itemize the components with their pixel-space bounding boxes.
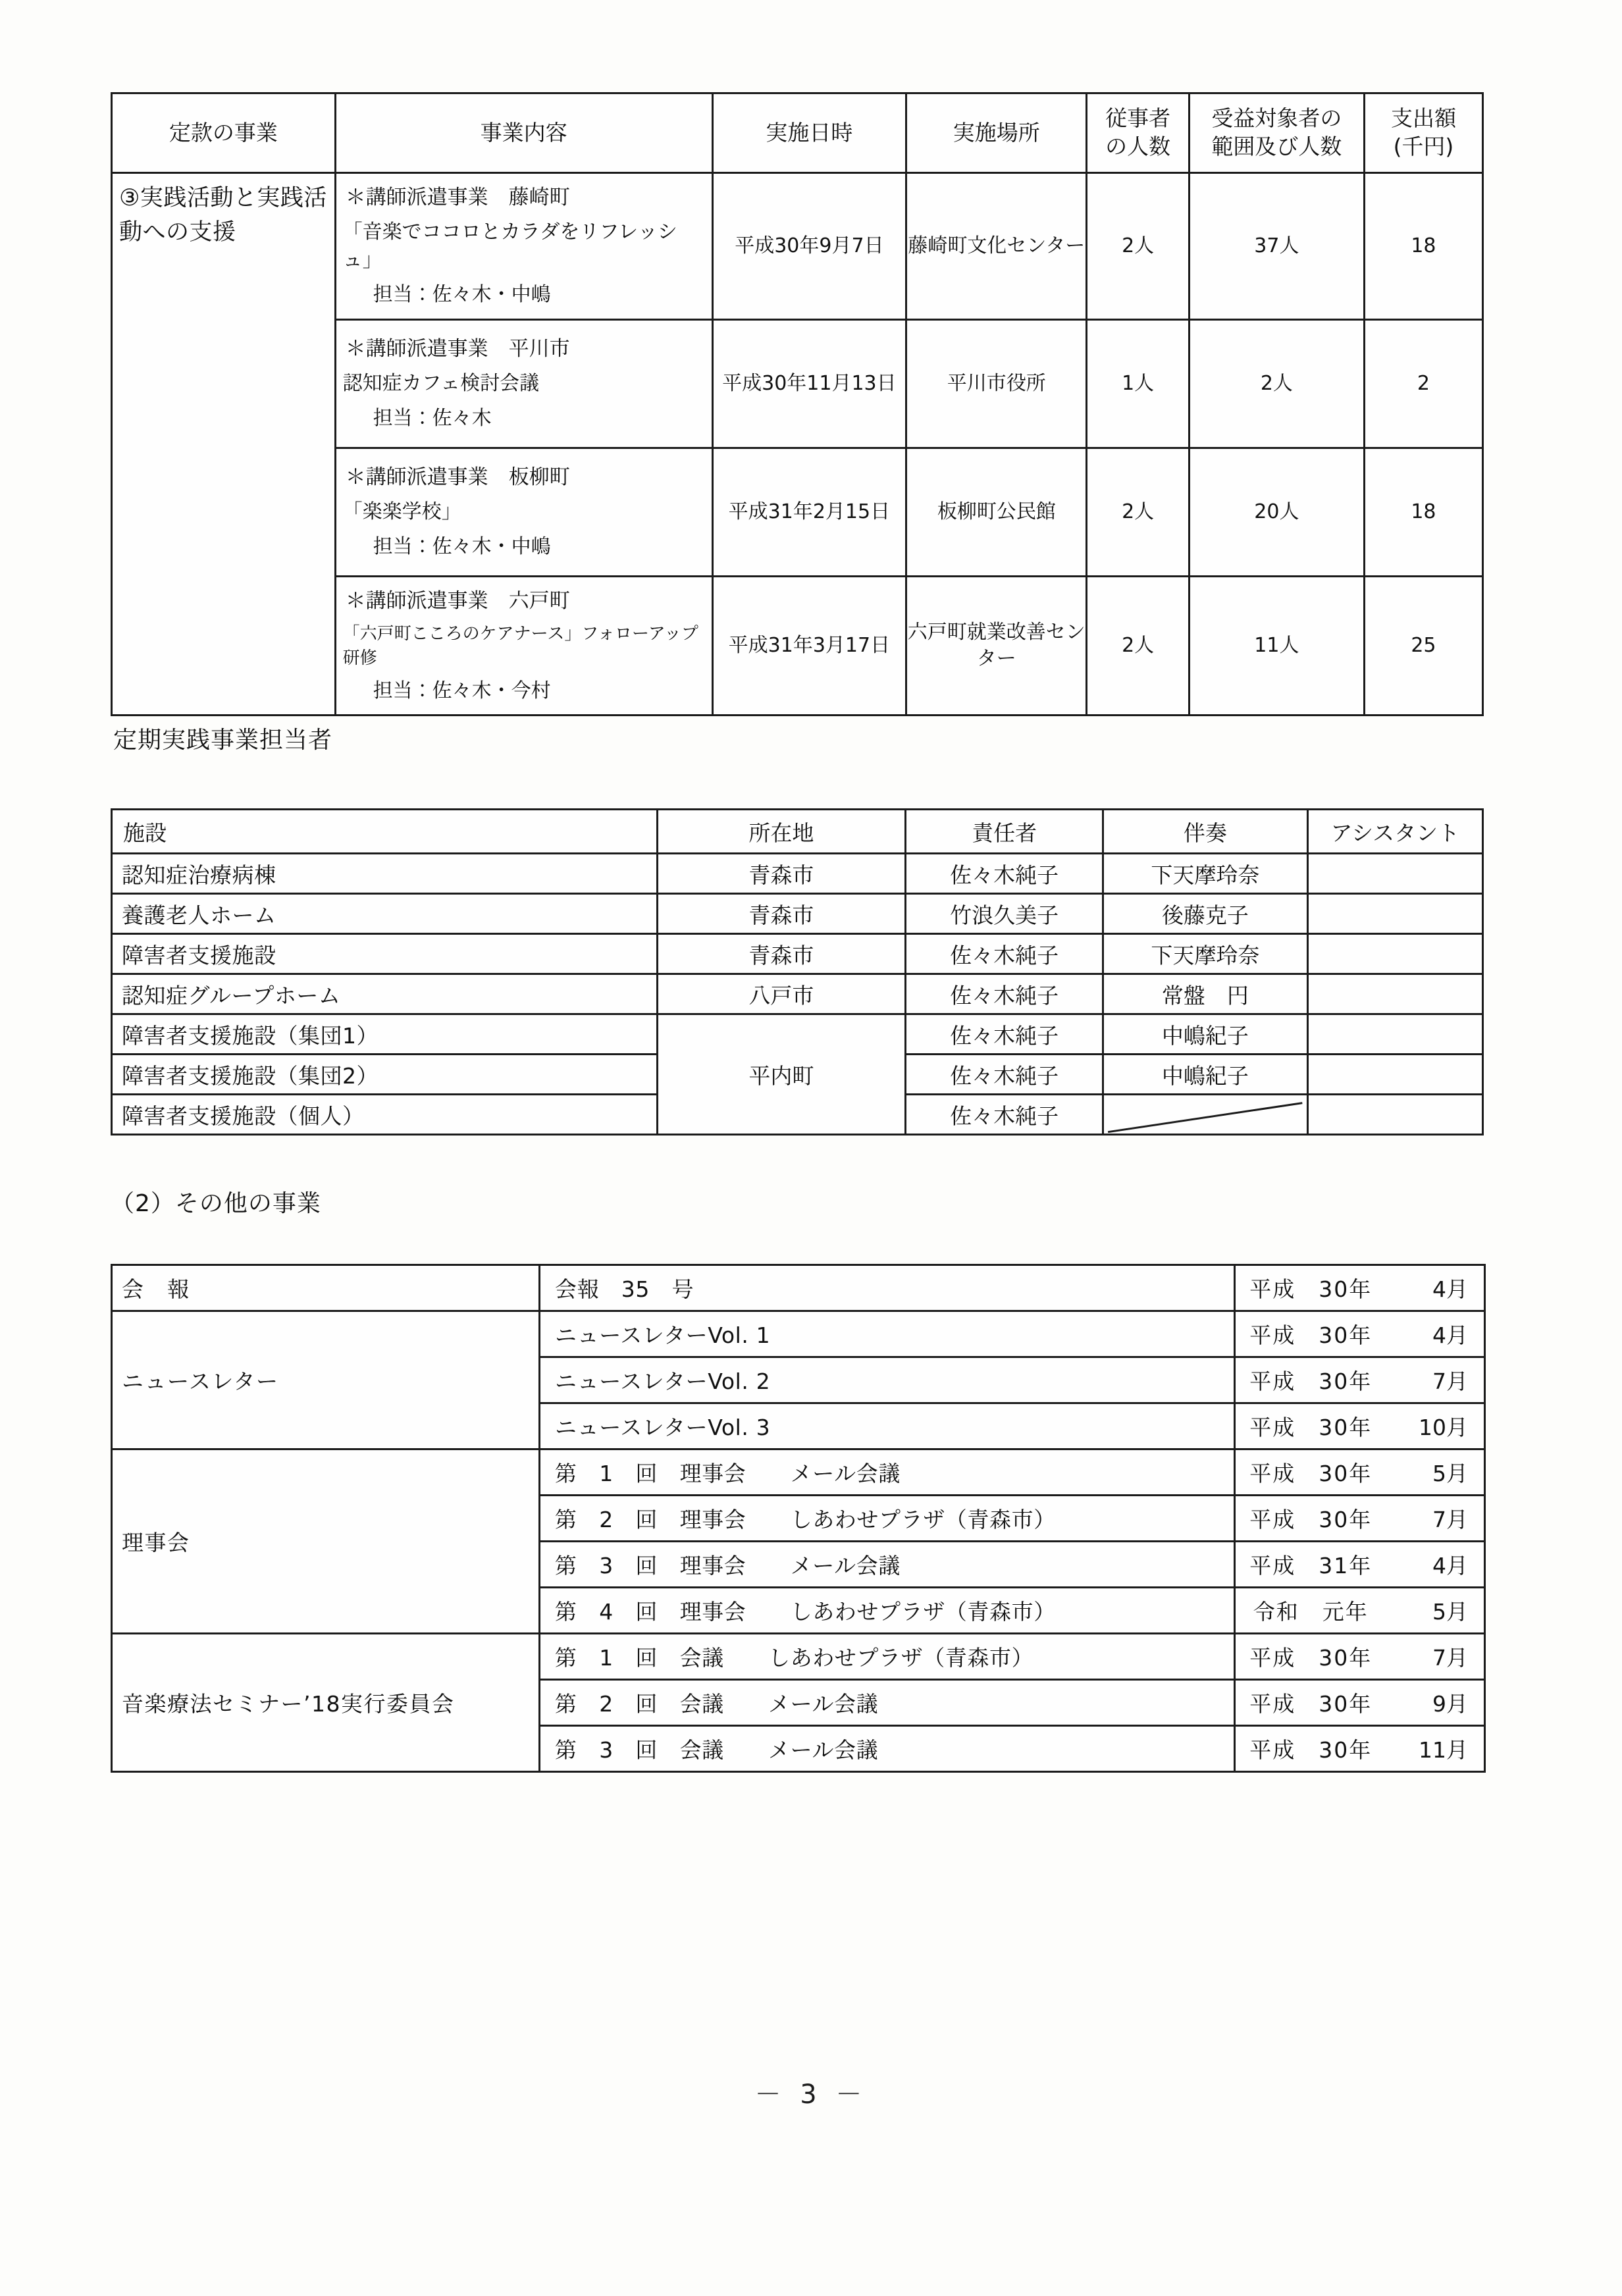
strikethrough-diagonal-icon	[1104, 1095, 1306, 1134]
activity-beneficiary-count: 11人	[1189, 576, 1364, 715]
category-cell: ③実践活動と実践活動への支援	[112, 173, 336, 716]
business-item: 第 4 回 理事会 しあわせプラザ（青森市）	[540, 1588, 1235, 1634]
activity-beneficiary-count: 2人	[1189, 319, 1364, 448]
business-era: 平成 30年	[1235, 1311, 1386, 1357]
facility-assistant	[1307, 934, 1482, 974]
facility-manager: 佐々木純子	[906, 934, 1103, 974]
activity-date: 平成31年2月15日	[712, 448, 906, 576]
col-header-jisshi-basho: 実施場所	[906, 93, 1087, 173]
facility-accompanist: 下天摩玲奈	[1103, 854, 1307, 894]
business-month: 9月	[1386, 1680, 1485, 1726]
col-header-jueki-line2: 範囲及び人数	[1211, 134, 1342, 159]
facility-location: 青森市	[657, 894, 906, 934]
business-item: 第 3 回 会議 メール会議	[540, 1726, 1235, 1772]
col-header-jisshi-nichiji: 実施日時	[712, 93, 906, 173]
business-month: 4月	[1386, 1265, 1485, 1311]
facility-name: 障害者支援施設（集団2）	[112, 1055, 658, 1095]
activity-date: 平成31年3月17日	[712, 576, 906, 715]
col-header-shisetsu: 施設	[112, 810, 658, 854]
activity-date: 平成30年11月13日	[712, 319, 906, 448]
table-row	[112, 1014, 1483, 1055]
facility-name: 障害者支援施設	[112, 934, 658, 974]
table-row	[112, 934, 1483, 974]
activity-place: 板柳町公民館	[906, 448, 1087, 576]
table-row	[112, 894, 1483, 934]
business-item: 会報 35 号	[540, 1265, 1235, 1311]
business-item: ニュースレターVol. 2	[540, 1357, 1235, 1403]
activity-charge: 担当：佐々木・中嶋	[373, 283, 551, 307]
activity-title: ＊講師派遣事業 藤崎町	[345, 186, 570, 209]
facility-accompanist: 中嶋紀子	[1103, 1014, 1307, 1055]
facility-name: 認知症治療病棟	[112, 854, 658, 894]
business-month: 7月	[1386, 1634, 1485, 1680]
business-kind: 会 報	[112, 1265, 540, 1311]
business-item: ニュースレターVol. 1	[540, 1311, 1235, 1357]
col-header-jujisha-line2: の人数	[1105, 134, 1171, 159]
facility-assistant	[1307, 894, 1482, 934]
activity-title: ＊講師派遣事業 六戸町	[345, 588, 570, 613]
table-row	[112, 173, 1483, 320]
activity-subtitle: 「六戸町こころのケアナース」フォローアップ研修	[342, 623, 698, 668]
activity-charge: 担当：佐々木	[373, 406, 492, 430]
facility-accompanist: 下天摩玲奈	[1103, 934, 1307, 974]
col-header-jigyonaiyo: 事業内容	[335, 93, 712, 173]
business-era: 平成 30年	[1235, 1449, 1386, 1496]
business-item: 第 2 回 会議 メール会議	[540, 1680, 1235, 1726]
activity-beneficiary-count: 37人	[1189, 173, 1364, 320]
other-business-table	[111, 1264, 1486, 1773]
business-kind: ニュースレター	[112, 1311, 540, 1449]
facility-name: 認知症グループホーム	[112, 974, 658, 1014]
business-era: 平成 30年	[1235, 1680, 1386, 1726]
facility-manager: 佐々木純子	[906, 1055, 1103, 1095]
col-header-shozaichi: 所在地	[657, 810, 906, 854]
col-header-assistant: アシスタント	[1307, 810, 1482, 854]
business-era: 平成 30年	[1235, 1634, 1386, 1680]
table-header-row	[112, 93, 1483, 173]
page-number: － 3 －	[754, 2079, 868, 2110]
facility-manager: 佐々木純子	[906, 854, 1103, 894]
business-item: 第 1 回 会議 しあわせプラザ（青森市）	[540, 1634, 1235, 1680]
activity-date: 平成30年9月7日	[712, 173, 906, 320]
table-header-row	[112, 810, 1483, 854]
table-row	[112, 1634, 1485, 1680]
table-row	[112, 1265, 1485, 1311]
table-row	[112, 974, 1483, 1014]
business-month: 5月	[1386, 1449, 1485, 1496]
section-caption-teiki-jissen: 定期実践事業担当者	[113, 727, 333, 754]
staff-assignment-table	[111, 808, 1484, 1135]
activity-beneficiary-count: 20人	[1189, 448, 1364, 576]
facility-name: 養護老人ホーム	[112, 894, 658, 934]
col-header-bansou: 伴奏	[1103, 810, 1307, 854]
business-item: 第 3 回 理事会 メール会議	[540, 1542, 1235, 1588]
col-header-jueki-line1: 受益対象者の	[1211, 105, 1342, 132]
business-item: 第 2 回 理事会 しあわせプラザ（青森市）	[540, 1496, 1235, 1542]
facility-manager: 佐々木純子	[906, 1014, 1103, 1055]
activity-charge: 担当：佐々木・今村	[373, 679, 551, 702]
business-era: 平成 30年	[1235, 1726, 1386, 1772]
activity-subtitle: 「音楽でココロとカラダをリフレッシュ」	[342, 221, 677, 272]
activity-expense: 18	[1364, 173, 1482, 320]
jigyo-activity-table	[111, 92, 1484, 716]
facility-name: 障害者支援施設（個人）	[112, 1095, 658, 1135]
activity-staff-count: 2人	[1087, 448, 1190, 576]
col-header-jueki-taisho	[1189, 93, 1364, 173]
activity-place: 藤崎町文化センター	[906, 173, 1087, 320]
activity-place: 平川市役所	[906, 319, 1087, 448]
facility-accompanist: 中嶋紀子	[1103, 1055, 1307, 1095]
activity-detail-cell	[335, 319, 712, 448]
business-era: 平成 30年	[1235, 1265, 1386, 1311]
business-era: 平成 30年	[1235, 1496, 1386, 1542]
activity-expense: 25	[1364, 576, 1482, 715]
col-header-jujisha-line1: 従事者	[1105, 105, 1171, 132]
table-row	[112, 1449, 1485, 1496]
business-month: 5月	[1386, 1588, 1485, 1634]
activity-place: 六戸町就業改善センター	[906, 576, 1087, 715]
activity-charge: 担当：佐々木・中嶋	[373, 535, 551, 558]
facility-manager: 佐々木純子	[906, 974, 1103, 1014]
facility-manager: 佐々木純子	[906, 1095, 1103, 1135]
activity-subtitle: 「楽楽学校」	[342, 500, 461, 524]
business-month: 4月	[1386, 1311, 1485, 1357]
facility-location: 青森市	[657, 854, 906, 894]
col-header-shishutsu-line1: 支出額	[1390, 105, 1456, 132]
business-month: 11月	[1386, 1726, 1485, 1772]
business-era: 平成 30年	[1235, 1357, 1386, 1403]
business-month: 4月	[1386, 1542, 1485, 1588]
col-header-jujisha-ninzu	[1087, 93, 1190, 173]
col-header-shishutsu-line2: (千円)	[1393, 134, 1454, 159]
activity-staff-count: 1人	[1087, 319, 1190, 448]
activity-title: ＊講師派遣事業 平川市	[345, 337, 570, 361]
col-header-teikan: 定款の事業	[112, 93, 336, 173]
facility-assistant	[1307, 1055, 1482, 1095]
activity-detail-cell	[335, 173, 712, 320]
table-row	[112, 1311, 1485, 1357]
business-item: 第 1 回 理事会 メール会議	[540, 1449, 1235, 1496]
facility-manager: 竹浪久美子	[906, 894, 1103, 934]
facility-location-group: 平内町	[657, 1014, 906, 1135]
activity-subtitle: 認知症カフェ検討会議	[342, 372, 540, 396]
facility-location: 青森市	[657, 934, 906, 974]
facility-assistant	[1307, 1014, 1482, 1055]
activity-title: ＊講師派遣事業 板柳町	[345, 465, 570, 490]
business-era: 平成 30年	[1235, 1403, 1386, 1449]
business-item: ニュースレターVol. 3	[540, 1403, 1235, 1449]
facility-name: 障害者支援施設（集団1）	[112, 1014, 658, 1055]
activity-detail-cell	[335, 576, 712, 715]
facility-assistant	[1307, 1095, 1482, 1135]
business-era: 令和 元年	[1235, 1588, 1386, 1634]
business-month: 7月	[1386, 1357, 1485, 1403]
activity-detail-cell	[335, 448, 712, 576]
facility-assistant	[1307, 974, 1482, 1014]
activity-staff-count: 2人	[1087, 576, 1190, 715]
facility-accompanist-struck	[1103, 1095, 1307, 1135]
activity-expense: 2	[1364, 319, 1482, 448]
business-month: 10月	[1386, 1403, 1485, 1449]
facility-accompanist: 後藤克子	[1103, 894, 1307, 934]
business-month: 7月	[1386, 1496, 1485, 1542]
business-kind: 理事会	[112, 1449, 540, 1634]
business-era: 平成 31年	[1235, 1542, 1386, 1588]
business-kind: 音楽療法セミナー’18実行委員会	[112, 1634, 540, 1772]
table-row	[112, 854, 1483, 894]
activity-expense: 18	[1364, 448, 1482, 576]
section-caption-sonota: （2）その他の事業	[111, 1190, 321, 1217]
col-header-sekininsha: 責任者	[906, 810, 1103, 854]
col-header-shishutsugaku	[1364, 93, 1482, 173]
activity-staff-count: 2人	[1087, 173, 1190, 320]
facility-accompanist: 常盤 円	[1103, 974, 1307, 1014]
facility-location: 八戸市	[657, 974, 906, 1014]
facility-assistant	[1307, 854, 1482, 894]
